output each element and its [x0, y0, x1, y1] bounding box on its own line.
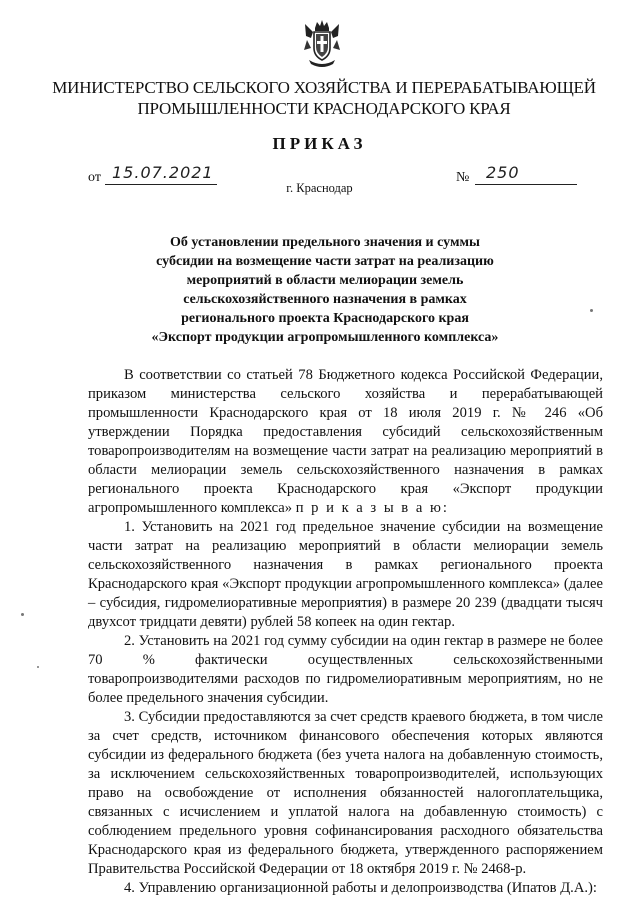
- date-value: 15.07.2021: [112, 163, 214, 182]
- preamble-text: В соответствии со статьей 78 Бюджетного кодекса Российской Федерации, приказом министерства сельского хозяйства и перерабатывающей промышленности Краснодарского края от 18 июля 2019 г. № 246 «Об утверждении Порядка предоставления субсидий сельскохозяйственным товаропроизводителям на возмещение части затрат на реализацию мероприятий в области мелиорации земель сельскохозяйственного назначения в рамках регионального проекта Краснодарского края «Экспорт продукции агропромышленного комплекса»: [88, 367, 603, 516]
- paragraph-2: 2. Установить на 2021 год сумму субсидии на один гектар в размере не более 70 % фактически осуществленных сельскохозяйственными товаропроизводителями расходов по гидромелиоративным мероприятиям, но не более предельного значения субсидии.: [88, 633, 603, 706]
- document-body: [88, 366, 603, 898]
- order-word: п р и к а з ы в а ю:: [295, 500, 449, 516]
- scan-speck: [590, 309, 593, 312]
- subject-line: Об установлении предельного значения и суммы: [170, 235, 480, 250]
- scan-speck: [21, 613, 24, 616]
- preamble-paragraph: [88, 366, 603, 518]
- subject-line: «Экспорт продукции агропромышленного комплекса»: [151, 330, 499, 345]
- number-prefix: №: [456, 170, 470, 185]
- subject-line: регионального проекта Краснодарского края: [181, 311, 469, 326]
- city: г. Краснодар: [286, 181, 353, 195]
- ministry-line-2: ПРОМЫШЛЕННОСТИ КРАСНОДАРСКОГО КРАЯ: [137, 99, 511, 118]
- paragraph-4: 4. Управлению организационной работы и делопроизводства (Ипатов Д.А.):: [124, 880, 597, 896]
- document-type: ПРИКАЗ: [272, 134, 367, 153]
- coat-of-arms-icon: [303, 18, 341, 70]
- subject-line: сельскохозяйственного назначения в рамках: [183, 292, 467, 307]
- scan-speck: [37, 666, 39, 668]
- subject-line: субсидии на возмещение части затрат на реализацию: [156, 254, 494, 269]
- date-prefix: от: [88, 170, 101, 185]
- ministry-line-1: МИНИСТЕРСТВО СЕЛЬСКОГО ХОЗЯЙСТВА И ПЕРЕРАБАТЫВАЮЩЕЙ: [52, 78, 596, 97]
- document-subject: [100, 233, 550, 347]
- paragraph-3: 3. Субсидии предоставляются за счет средств краевого бюджета, в том числе за счет средств, источником финансового обеспечения которых являются субсидии из федерального бюджета (без учета налога на добавленную стоимость, за исключением сельскохозяйственных товаропроизводителей, использующих право на освобождение от исполнения обязанностей налогоплательщика, связанных с исчислением и уплатой налога на добавленную стоимость) с соблюдением предельного уровня софинансирования расходного обязательства Краснодарского края из федерального бюджета, утвержденного распоряжением Правительства Российской Федерации от 18 октября 2019 г. № 2468-р.: [88, 709, 603, 877]
- subject-line: мероприятий в области мелиорации земель: [186, 273, 464, 288]
- paragraph-1: 1. Установить на 2021 год предельное значение субсидии на возмещение части затрат на реализацию мероприятий в области мелиорации земель сельскохозяйственного назначения в рамках регионального проекта Краснодарского края «Экспорт продукции агропромышленного комплекса» (далее – субсидия, гидромелиоративные мероприятия) в размере 20 239 (двадцати тысяч двухсот тридцати девяти) рублей 58 копеек на один гектар.: [88, 519, 603, 630]
- number-value: 250: [486, 163, 520, 182]
- ministry-name: [40, 77, 608, 119]
